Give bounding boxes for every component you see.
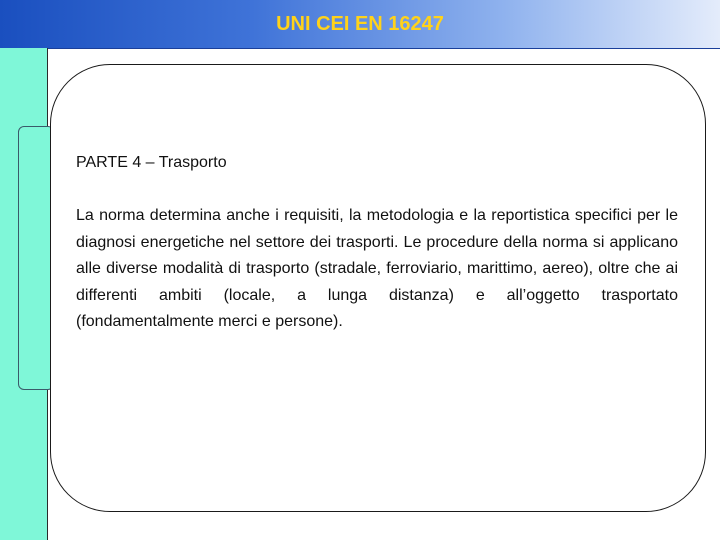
slide-title: UNI CEI EN 16247 — [276, 13, 444, 35]
header-bar — [0, 0, 720, 49]
section-heading: PARTE 4 – Trasporto — [76, 154, 227, 171]
side-decoration-tab — [18, 126, 54, 390]
body-paragraph: La norma determina anche i requisiti, la metodologia e la reportistica specifici per le diagnosi energetiche nel settore dei trasporti. Le procedure della norma si applicano alle diverse modalità di trasporto (stradale, ferroviario, marittimo, aereo), oltre che ai differenti ambiti (locale, a lunga distanza) e all’oggetto trasportato (fondamentalmente merci e persone). — [76, 207, 678, 330]
